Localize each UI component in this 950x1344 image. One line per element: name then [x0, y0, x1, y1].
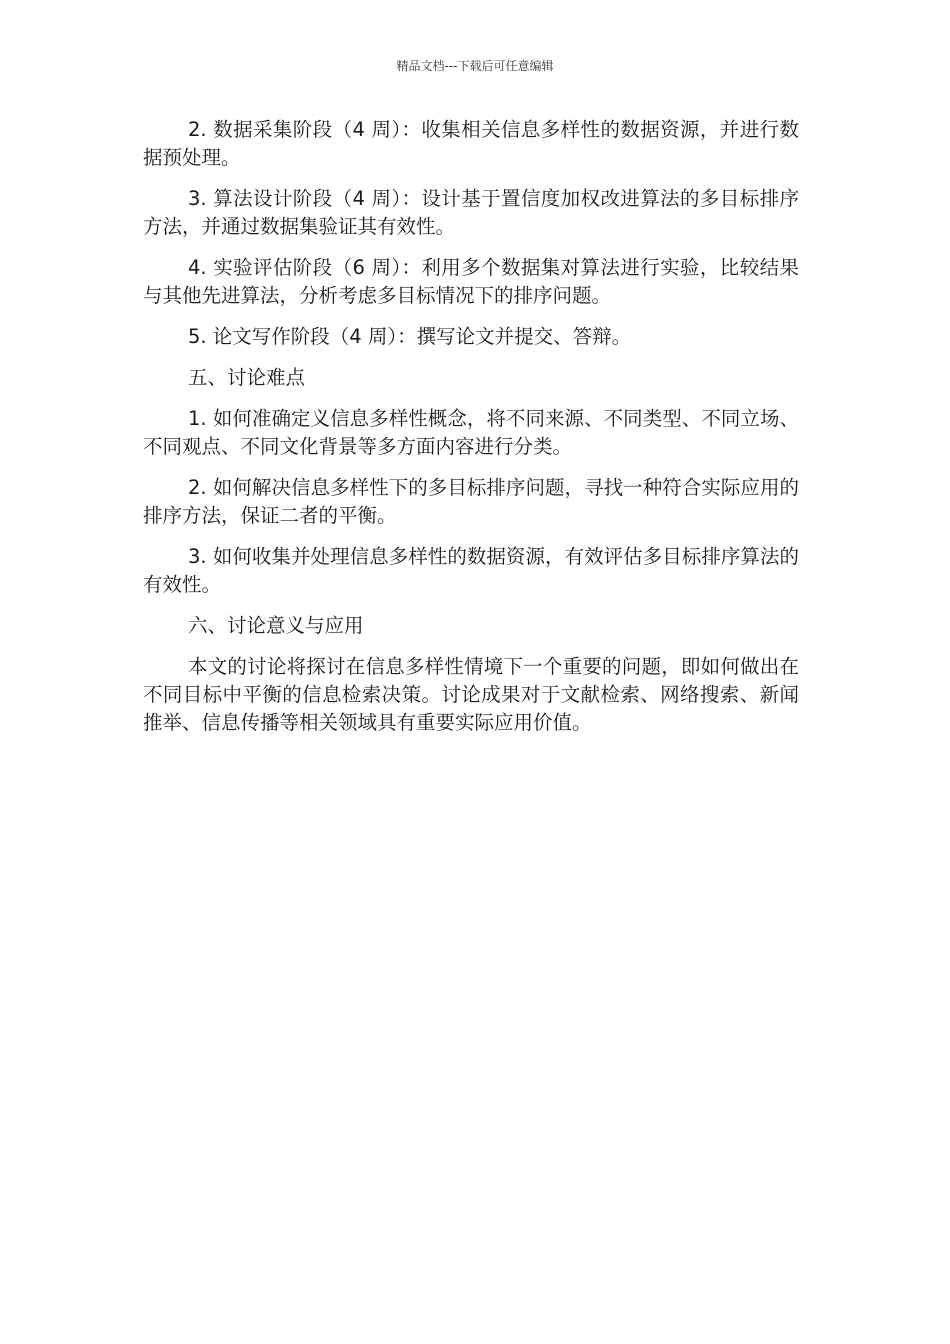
list-item-difficulty-2: 2. 如何解决信息多样性下的多目标排序问题，寻找一种符合实际应用的排序方法，保证二者的平衡。: [143, 476, 799, 527]
body-paragraph-significance: 本文的讨论将探讨在信息多样性情境下一个重要的问题，即如何做出在不同目标中平衡的信息检索决策。讨论成果对于文献检索、网络搜索、新闻推举、信息传播等相关领域具有重要实际应用价值。: [143, 655, 799, 734]
page-header: 精品文档---下载后可任意编辑: [396, 59, 554, 73]
list-item-paper-writing: 5. 论文写作阶段（4 周）：撰写论文并提交、答辩。: [188, 325, 632, 348]
section-heading-significance: 六、讨论意义与应用: [188, 614, 364, 637]
list-item-data-collection: 2. 数据采集阶段（4 周）：收集相关信息多样性的数据资源，并进行数据预处理。: [143, 118, 799, 169]
section-heading-difficulties: 五、讨论难点: [188, 366, 306, 389]
list-item-difficulty-1: 1. 如何准确定义信息多样性概念，将不同来源、不同类型、不同立场、不同观点、不同文化背景等多方面内容进行分类。: [143, 407, 799, 458]
list-item-algorithm-design: 3. 算法设计阶段（4 周）：设计基于置信度加权改进算法的多目标排序方法，并通过数据集验证其有效性。: [143, 187, 799, 238]
list-item-experiment-evaluation: 4. 实验评估阶段（6 周）：利用多个数据集对算法进行实验，比较结果与其他先进算法，分析考虑多目标情况下的排序问题。: [143, 256, 799, 307]
list-item-difficulty-3: 3. 如何收集并处理信息多样性的数据资源，有效评估多目标排序算法的有效性。: [143, 545, 799, 596]
document-body: [143, 116, 799, 750]
